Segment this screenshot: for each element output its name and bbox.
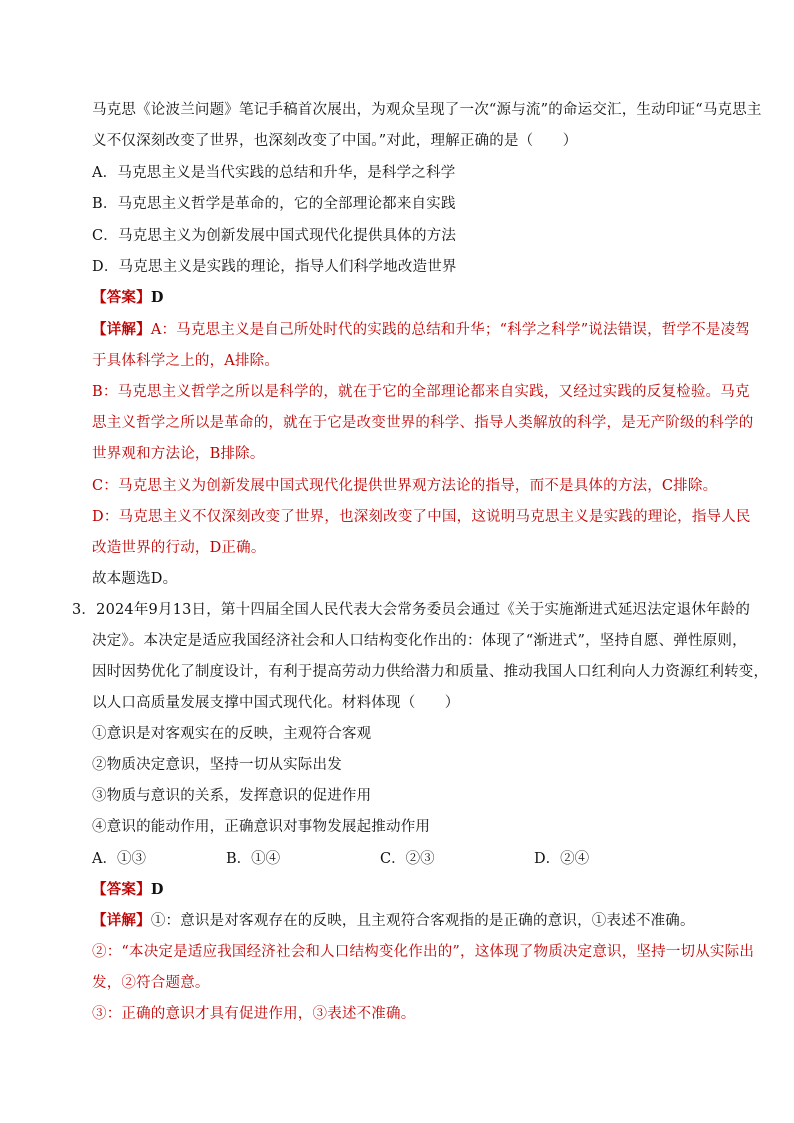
q3-choice-d: D．②④ xyxy=(534,851,590,867)
q2-option-b: B．马克思主义哲学是革命的，它的全部理论都来自实践 xyxy=(92,196,456,212)
q2-option-d: D．马克思主义是实践的理论，指导人们科学地改造世界 xyxy=(92,259,457,275)
q3-choice-a: A．①③ xyxy=(92,851,146,867)
q2-explain-d-line-2: 改造世界的行动，D正确。 xyxy=(92,540,266,556)
q3-explain-2-line-1: ②：“本决定是适应我国经济社会和人口结构变化作出的”，这体现了物质决定意识，坚持一切从实际出 xyxy=(92,944,755,960)
q2-explain-d-line-1: D：马克思主义不仅深刻改变了世界，也深刻改变了中国，这说明马克思主义是实践的理论，指导人民 xyxy=(92,509,751,525)
q3-item-3: ③物质与意识的关系，发挥意识的促进作用 xyxy=(92,788,372,804)
q3-answer-tag: 【答案】 xyxy=(92,881,151,898)
q3-item-4: ④意识的能动作用，正确意识对事物发展起推动作用 xyxy=(92,819,431,835)
q2-explain-c-line-1: C：马克思主义为创新发展中国式现代化提供世界观方法论的指导，而不是具体的方法，C排除。 xyxy=(92,478,718,494)
q2-option-a: A．马克思主义是当代实践的总结和升华，是科学之科学 xyxy=(92,165,456,181)
q3-explain-3: ③：正确的意识才具有促进作用，③表述不准确。 xyxy=(92,1006,416,1022)
q3-explain-tag: 【详解】 xyxy=(92,912,151,929)
q3-stem-line-4: 以人口高质量发展支撑中国式现代化。材料体现（ ） xyxy=(92,695,460,711)
q2-explain-a1: A：马克思主义是自己所处时代的实践的总结和升华；“科学之科学”说法错误，哲学不是凌驾 xyxy=(150,322,751,338)
q3-number: 3． xyxy=(72,602,97,618)
q2-stem-line-1: 马克思《论波兰问题》笔记手稿首次展出，为观众呈现了一次“源与流”的命运交汇，生动印证“马克思主 xyxy=(92,102,762,118)
q3-item-1: ①意识是对客观实在的反映，主观符合客观 xyxy=(92,726,372,742)
q3-stem-text-1: 2024年9月13日，第十四届全国人民代表大会常务委员会通过《关于实施渐进式延迟法定退休年龄的 xyxy=(96,602,751,618)
q2-explain-b-line-1: B：马克思主义哲学之所以是科学的，就在于它的全部理论都来自实践，又经过实践的反复检验。马克 xyxy=(92,384,750,400)
q2-conclusion: 故本题选D。 xyxy=(92,571,178,587)
q3-stem-line-1 xyxy=(72,600,750,620)
q2-answer-value: D xyxy=(150,289,164,306)
q3-answer-line xyxy=(92,880,164,900)
q3-item-2: ②物质决定意识，坚持一切从实际出发 xyxy=(92,757,342,773)
q2-answer-tag: 【答案】 xyxy=(92,289,151,306)
q2-answer-line xyxy=(92,288,164,308)
q3-explain-line-1 xyxy=(92,911,695,931)
q3-explain-2-line-2: 发，②符合题意。 xyxy=(92,975,210,991)
q2-stem-line-2: 义不仅深刻改变了世界，也深刻改变了中国。”对此，理解正确的是（ ） xyxy=(92,133,578,149)
q2-explain-a-line-1 xyxy=(92,320,750,340)
q3-stem-line-3: 因时因势优化了制度设计，有利于提高劳动力供给潜力和质量、推动我国人口红利向人力资源红利转变， xyxy=(92,664,769,680)
q3-explain-1: ①：意识是对客观存在的反映，且主观符合客观指的是正确的意识，①表述不准确。 xyxy=(150,913,695,929)
q3-answer-value: D xyxy=(150,881,164,898)
q3-stem-line-2: 决定》。本决定是适应我国经济社会和人口结构变化作出的：体现了“渐进式”，坚持自愿、弹性原则， xyxy=(92,633,747,649)
q3-choice-b: B．①④ xyxy=(226,851,281,867)
q2-explain-tag: 【详解】 xyxy=(92,321,151,338)
q2-explain-b-line-2: 思主义哲学之所以是革命的，就在于它是改变世界的科学、指导人类解放的科学，是无产阶级的科学的 xyxy=(92,415,754,431)
q3-choice-c: C．②③ xyxy=(380,851,435,867)
q2-explain-a-line-2: 于具体科学之上的，A排除。 xyxy=(92,353,280,369)
q2-option-c: C．马克思主义为创新发展中国式现代化提供具体的方法 xyxy=(92,228,457,244)
q2-explain-b-line-3: 世界观和方法论，B排除。 xyxy=(92,446,265,462)
